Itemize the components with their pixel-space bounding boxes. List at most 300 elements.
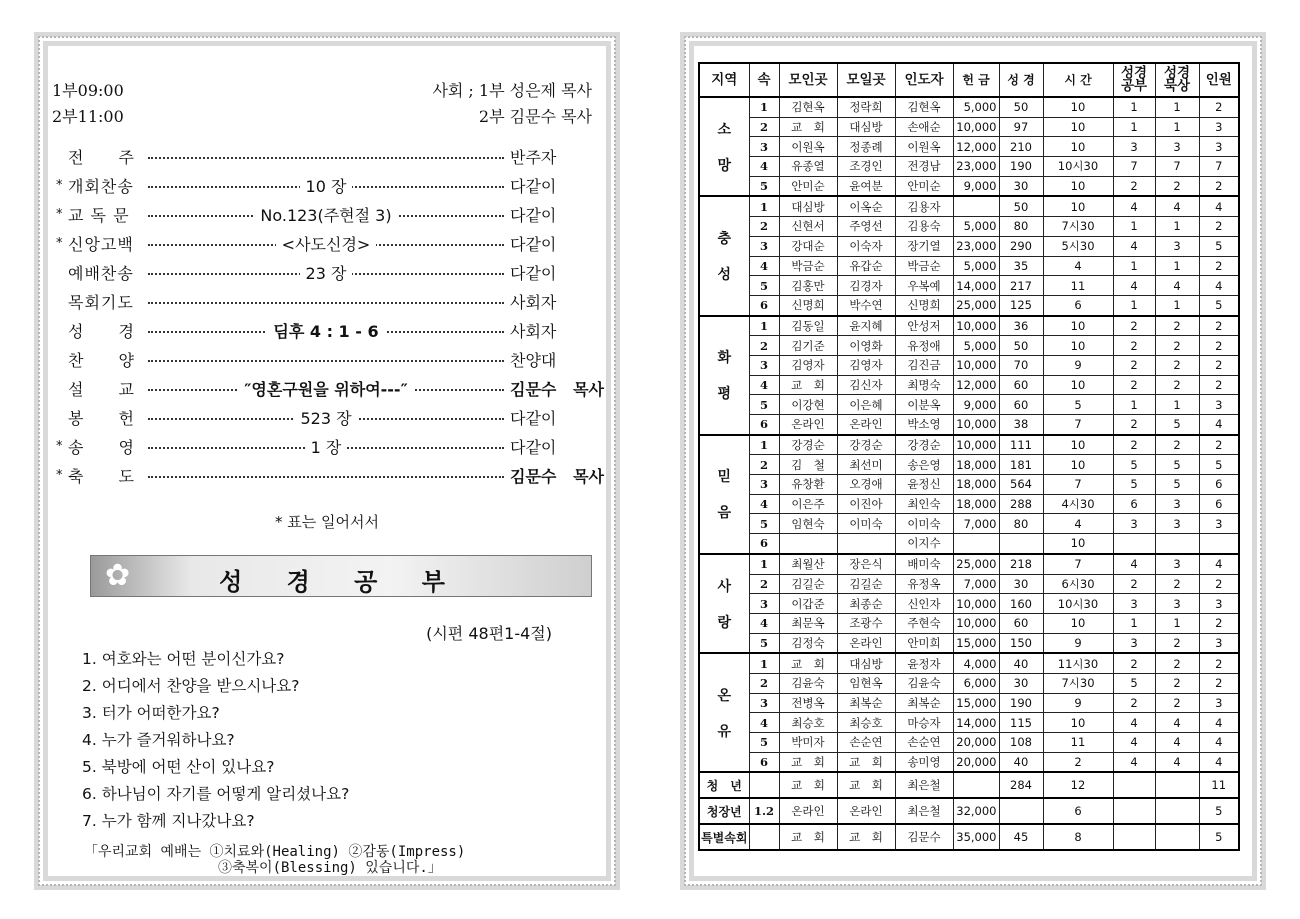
table-cell: 2: [749, 117, 779, 137]
special-row: [699, 824, 1239, 850]
table-cell: 38: [999, 415, 1043, 435]
region-cell: 믿 음: [699, 435, 749, 554]
table-row: [699, 534, 1239, 554]
table-cell: 손순연: [895, 733, 953, 753]
table-cell: 6: [1199, 475, 1239, 495]
table-cell: 최명숙: [895, 375, 953, 395]
table-cell: 5시30: [1043, 236, 1113, 256]
order-item-name: 축 도: [68, 467, 135, 486]
table-cell: 이옥순: [837, 196, 895, 216]
table-cell: 이미숙: [895, 514, 953, 534]
table-cell: [1113, 534, 1155, 554]
table-cell: 김윤숙: [779, 673, 837, 693]
table-cell: 2: [1113, 316, 1155, 336]
table-cell: 5: [1199, 824, 1239, 850]
region-cell: 온 유: [699, 653, 749, 772]
table-cell: 70: [999, 355, 1043, 375]
table-cell: 김영자: [779, 355, 837, 375]
table-cell: 박금순: [779, 256, 837, 276]
table-cell: 4: [1113, 276, 1155, 296]
table-cell: 564: [999, 475, 1043, 495]
table-cell: 12: [1043, 772, 1113, 798]
table-cell: 유갑순: [837, 256, 895, 276]
table-cell: [953, 772, 999, 798]
table-cell: 온라인: [837, 415, 895, 435]
table-cell: 정종례: [837, 137, 895, 157]
table-cell: 송은영: [895, 455, 953, 475]
order-item-name: 개회찬송: [68, 177, 134, 196]
table-cell: 10: [1043, 176, 1113, 196]
table-cell: [953, 196, 999, 216]
table-cell: 2: [1155, 375, 1199, 395]
table-row: [699, 673, 1239, 693]
table-cell: 2: [1155, 355, 1199, 375]
table-cell: 14,000: [953, 713, 999, 733]
table-cell: 2: [749, 574, 779, 594]
order-row: [56, 200, 604, 229]
table-row: [699, 236, 1239, 256]
table-cell: 2: [1155, 316, 1199, 336]
standing-mark: *: [56, 178, 63, 193]
table-cell: 2: [1113, 653, 1155, 673]
table-row: [699, 574, 1239, 594]
table-cell: 1: [1155, 395, 1199, 415]
column-header: 성경 묵상: [1155, 63, 1199, 97]
column-header: 인도자: [895, 63, 953, 97]
table-cell: 7: [1043, 475, 1113, 495]
dotted-leader: [148, 157, 504, 159]
table-row: [699, 117, 1239, 137]
order-item-leader: 다같이: [504, 232, 604, 255]
table-cell: 김홍만: [779, 276, 837, 296]
table-cell: 6: [1199, 494, 1239, 514]
table-cell: 5: [749, 514, 779, 534]
table-cell: 290: [999, 236, 1043, 256]
table-cell: 2: [1199, 176, 1239, 196]
table-cell: 10: [1043, 613, 1113, 633]
order-item-detail: [148, 229, 504, 258]
table-cell: 온라인: [837, 798, 895, 824]
table-cell: 김동일: [779, 316, 837, 336]
table-cell: 2: [1199, 97, 1239, 117]
table-cell: 박수연: [837, 295, 895, 315]
table-cell: 2: [749, 336, 779, 356]
order-item-text: 1 장: [305, 435, 348, 458]
table-cell: 6: [749, 534, 779, 554]
order-item-leader: 김문수 목사: [504, 377, 604, 400]
region-cell: 충 성: [699, 196, 749, 315]
table-cell: 최승호: [837, 713, 895, 733]
table-cell: 배미숙: [895, 554, 953, 574]
table-cell: 정락희: [837, 97, 895, 117]
table-cell: 1: [1113, 295, 1155, 315]
table-row: [699, 693, 1239, 713]
table-cell: 이은혜: [837, 395, 895, 415]
table-cell: 김현옥: [895, 97, 953, 117]
table-cell: 2: [1155, 435, 1199, 455]
table-cell: 4: [749, 256, 779, 276]
table-cell: 7,000: [953, 574, 999, 594]
table-cell: 10: [1043, 455, 1113, 475]
scripture-reference: (시편 48편1-4절): [426, 624, 552, 643]
table-cell: 3: [1113, 514, 1155, 534]
table-cell: 1: [749, 196, 779, 216]
table-cell: 80: [999, 217, 1043, 237]
table-cell: 신현서: [779, 217, 837, 237]
order-item-leader: 다같이: [504, 261, 604, 284]
motto-line-1: 「우리교회 예배는 ①치료와(Healing) ②감동(Impress): [84, 844, 466, 860]
table-cell: 4: [1113, 554, 1155, 574]
service-leader: 사회 ; 1부 성은제 목사: [432, 81, 592, 100]
table-cell: 주현숙: [895, 613, 953, 633]
region-cell: 사 랑: [699, 554, 749, 653]
table-cell: 교 회: [837, 824, 895, 850]
table-cell: 박금순: [895, 256, 953, 276]
table-cell: 10: [1043, 534, 1113, 554]
table-cell: 35,000: [953, 824, 999, 850]
table-row: [699, 415, 1239, 435]
order-item-leader: 김문수 목사: [504, 464, 604, 487]
table-cell: 218: [999, 554, 1043, 574]
banner-title: 성 경 공 부: [219, 568, 463, 596]
table-cell: 2: [1155, 574, 1199, 594]
table-cell: 김진금: [895, 355, 953, 375]
table-row: [699, 137, 1239, 157]
order-row: [56, 287, 604, 316]
table-row: [699, 355, 1239, 375]
table-cell: 신명희: [895, 295, 953, 315]
table-cell: 2: [1113, 435, 1155, 455]
table-cell: 80: [999, 514, 1043, 534]
column-header: 성 경: [999, 63, 1043, 97]
table-cell: 1: [1113, 395, 1155, 415]
table-cell: 11: [1199, 772, 1239, 798]
table-cell: 김기준: [779, 336, 837, 356]
order-row: [56, 142, 604, 171]
table-cell: 유창환: [779, 475, 837, 495]
table-cell: 이미숙: [837, 514, 895, 534]
order-item-detail: [148, 403, 504, 432]
study-question: 5. 북방에 어떤 산이 있나요?: [82, 757, 275, 776]
table-cell: 마승자: [895, 713, 953, 733]
table-cell: 김경자: [837, 276, 895, 296]
column-header: 성경 공부: [1113, 63, 1155, 97]
column-header: 모인곳: [779, 63, 837, 97]
table-cell: 7: [1199, 157, 1239, 177]
table-cell: 3: [1155, 494, 1199, 514]
table-cell: 217: [999, 276, 1043, 296]
daisy-icon: ✿: [105, 558, 131, 593]
order-item-detail: [148, 287, 504, 316]
table-cell: 2: [1113, 375, 1155, 395]
study-questions: [82, 644, 349, 833]
table-cell: [749, 772, 779, 798]
column-header: 속: [749, 63, 779, 97]
table-cell: [1155, 534, 1199, 554]
table-cell: 유종열: [779, 157, 837, 177]
table-cell: 4: [1199, 554, 1239, 574]
table-row: [699, 336, 1239, 356]
special-row: [699, 772, 1239, 798]
table-cell: 교 회: [779, 117, 837, 137]
table-row: [699, 713, 1239, 733]
table-cell: 3: [1199, 693, 1239, 713]
table-cell: 23,000: [953, 236, 999, 256]
order-item-leader: 다같이: [504, 203, 604, 226]
table-cell: 김윤숙: [895, 673, 953, 693]
table-cell: 5: [1199, 236, 1239, 256]
table-cell: 5: [1113, 673, 1155, 693]
table-cell: 대심방: [837, 653, 895, 673]
table-cell: 10: [1043, 435, 1113, 455]
motto-line-2: ③축복이(Blessing) 있습니다.」: [218, 860, 442, 876]
table-cell: 5,000: [953, 97, 999, 117]
table-cell: [779, 534, 837, 554]
table-cell: 주영선: [837, 217, 895, 237]
table-cell: 4: [1113, 196, 1155, 216]
table-cell: 14,000: [953, 276, 999, 296]
service-leader: 2부 김문수 목사: [478, 107, 592, 126]
table-row: [699, 752, 1239, 772]
worship-order: [56, 142, 604, 490]
table-cell: 5: [1199, 455, 1239, 475]
table-cell: 18,000: [953, 475, 999, 495]
table-cell: 5,000: [953, 256, 999, 276]
table-cell: 2: [749, 673, 779, 693]
table-cell: [749, 824, 779, 850]
table-cell: 교 회: [779, 752, 837, 772]
order-row: [56, 171, 604, 200]
table-cell: 4: [1113, 236, 1155, 256]
order-item-leader: 사회자: [504, 319, 604, 342]
table-cell: 6: [1113, 494, 1155, 514]
table-cell: 10,000: [953, 613, 999, 633]
table-cell: 10,000: [953, 316, 999, 336]
order-row: [56, 403, 604, 432]
table-cell: 10: [1043, 316, 1113, 336]
table-cell: 4: [1199, 415, 1239, 435]
table-cell: 2: [1199, 435, 1239, 455]
table-cell: 온라인: [837, 633, 895, 653]
table-cell: 4: [1155, 196, 1199, 216]
table-cell: 교 회: [779, 824, 837, 850]
table-cell: 108: [999, 733, 1043, 753]
table-cell: 송미영: [895, 752, 953, 772]
order-item-detail: [148, 374, 504, 403]
table-cell: 2: [1199, 613, 1239, 633]
table-cell: 조경인: [837, 157, 895, 177]
table-cell: 김정숙: [779, 633, 837, 653]
special-row: [699, 798, 1239, 824]
table-cell: 3: [1199, 117, 1239, 137]
table-cell: 4: [1113, 733, 1155, 753]
table-cell: 5: [1199, 295, 1239, 315]
table-cell: 2: [1199, 217, 1239, 237]
table-cell: 2: [1199, 256, 1239, 276]
table-cell: 11: [1043, 733, 1113, 753]
table-cell: 최문옥: [779, 613, 837, 633]
order-item-detail: [148, 200, 504, 229]
table-cell: 안성저: [895, 316, 953, 336]
table-cell: 교 회: [779, 653, 837, 673]
table-row: [699, 157, 1239, 177]
table-cell: 최종순: [837, 594, 895, 614]
order-item-detail: [148, 316, 504, 345]
table-cell: 5,000: [953, 336, 999, 356]
table-cell: 5: [749, 633, 779, 653]
table-cell: 10,000: [953, 435, 999, 455]
table-cell: [1155, 824, 1199, 850]
table-cell: 우복예: [895, 276, 953, 296]
table-row: [699, 475, 1239, 495]
table-cell: 유정옥: [895, 574, 953, 594]
table-cell: 7: [1043, 554, 1113, 574]
table-cell: 115: [999, 713, 1043, 733]
column-header: 인원: [1199, 63, 1239, 97]
table-cell: 20,000: [953, 733, 999, 753]
table-cell: 장은식: [837, 554, 895, 574]
table-cell: 40: [999, 653, 1043, 673]
table-cell: [837, 534, 895, 554]
order-item-text: 10 장: [300, 174, 353, 197]
table-cell: 2: [1155, 176, 1199, 196]
table-cell: 6: [749, 752, 779, 772]
table-cell: 2: [1113, 693, 1155, 713]
order-item-name: 전 주: [68, 148, 135, 167]
table-cell: 이지수: [895, 534, 953, 554]
table-row: [699, 633, 1239, 653]
table-row: [699, 375, 1239, 395]
table-cell: 23,000: [953, 157, 999, 177]
table-cell: 160: [999, 594, 1043, 614]
table-cell: 25,000: [953, 295, 999, 315]
table-cell: 190: [999, 693, 1043, 713]
table-cell: 이원옥: [895, 137, 953, 157]
order-item-name: 송 영: [68, 438, 135, 457]
table-cell: 1: [1155, 217, 1199, 237]
table-cell: 6,000: [953, 673, 999, 693]
table-cell: [1155, 772, 1199, 798]
table-cell: 2: [1155, 693, 1199, 713]
table-cell: 이은주: [779, 494, 837, 514]
table-cell: 신인자: [895, 594, 953, 614]
table-cell: 김영자: [837, 355, 895, 375]
table-cell: 최승호: [779, 713, 837, 733]
table-cell: 4: [1199, 713, 1239, 733]
table-row: [699, 196, 1239, 216]
table-cell: [999, 534, 1043, 554]
table-cell: 6: [1043, 798, 1113, 824]
table-cell: 3: [1199, 137, 1239, 157]
table-cell: 15,000: [953, 633, 999, 653]
table-cell: 안미순: [895, 176, 953, 196]
table-cell: 2: [1155, 673, 1199, 693]
table-cell: 2: [1199, 375, 1239, 395]
order-item-name: 찬 양: [68, 351, 135, 370]
table-cell: 윤정신: [895, 475, 953, 495]
table-cell: 5,000: [953, 217, 999, 237]
table-cell: 10: [1043, 117, 1113, 137]
table-cell: 2: [1113, 176, 1155, 196]
table-cell: 9,000: [953, 176, 999, 196]
table-cell: 2: [749, 455, 779, 475]
order-item-detail: [148, 142, 504, 171]
table-cell: 4,000: [953, 653, 999, 673]
region-cell: 특별속회: [699, 824, 749, 850]
table-cell: 강경순: [837, 435, 895, 455]
table-cell: 이갑준: [779, 594, 837, 614]
table-cell: 5: [1199, 798, 1239, 824]
table-cell: 7: [1043, 415, 1113, 435]
order-item-detail: [148, 345, 504, 374]
table-cell: 12,000: [953, 375, 999, 395]
table-cell: 10,000: [953, 355, 999, 375]
table-cell: 7시30: [1043, 673, 1113, 693]
table-cell: 4: [1043, 256, 1113, 276]
table-cell: 2: [1113, 415, 1155, 435]
table-cell: 1: [1155, 256, 1199, 276]
table-cell: 4: [749, 713, 779, 733]
table-cell: 8: [1043, 824, 1113, 850]
table-cell: 3: [1155, 594, 1199, 614]
region-cell: 청 년: [699, 772, 749, 798]
table-cell: 안미순: [779, 176, 837, 196]
left-page: [34, 32, 620, 890]
table-cell: 11: [1043, 276, 1113, 296]
table-cell: 임현숙: [779, 514, 837, 534]
table-cell: 7: [1155, 157, 1199, 177]
table-cell: 5: [749, 276, 779, 296]
table-cell: 60: [999, 395, 1043, 415]
column-header: 모일곳: [837, 63, 895, 97]
study-question: 4. 누가 즐거워하나요?: [82, 730, 235, 749]
table-cell: 3: [1199, 395, 1239, 415]
table-cell: 1.2: [749, 798, 779, 824]
table-row: [699, 217, 1239, 237]
table-cell: 50: [999, 336, 1043, 356]
table-cell: 이영화: [837, 336, 895, 356]
table-cell: 조광수: [837, 613, 895, 633]
table-cell: 3: [1155, 137, 1199, 157]
table-cell: 강경순: [895, 435, 953, 455]
table-cell: 윤여분: [837, 176, 895, 196]
table-cell: 3: [749, 475, 779, 495]
table-cell: 김신자: [837, 375, 895, 395]
table-cell: 강대순: [779, 236, 837, 256]
study-question: 1. 여호와는 어떤 분이신가요?: [82, 649, 285, 668]
table-cell: 4: [749, 157, 779, 177]
standing-mark: *: [56, 207, 63, 222]
table-cell: 1: [1113, 217, 1155, 237]
table-cell: 284: [999, 772, 1043, 798]
table-cell: 온라인: [779, 798, 837, 824]
column-header: 지역: [699, 63, 749, 97]
table-cell: 190: [999, 157, 1043, 177]
table-cell: 6: [749, 415, 779, 435]
table-cell: 장기열: [895, 236, 953, 256]
table-row: [699, 613, 1239, 633]
table-cell: 3: [1199, 594, 1239, 614]
table-row: [699, 514, 1239, 534]
table-cell: 11시30: [1043, 653, 1113, 673]
standing-note: * 표는 일어서서: [275, 513, 379, 531]
order-item-name: 신앙고백: [68, 235, 134, 254]
table-cell: 윤정자: [895, 653, 953, 673]
region-cell: 소 망: [699, 97, 749, 196]
table-cell: 1: [1155, 97, 1199, 117]
table-cell: 김문수: [895, 824, 953, 850]
table-row: [699, 276, 1239, 296]
